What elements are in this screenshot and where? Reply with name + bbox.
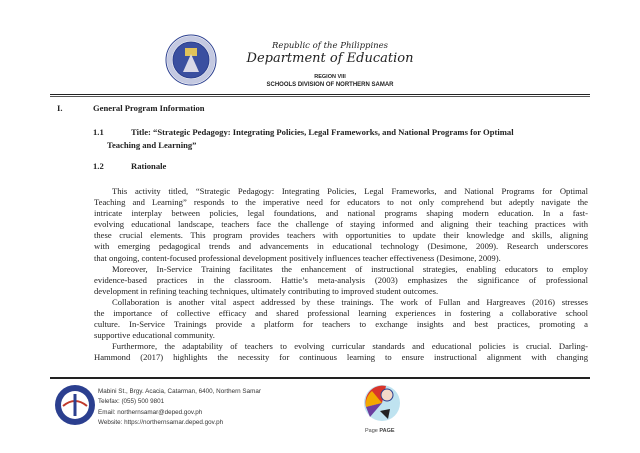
paragraph-line: evolving educational landscape, teachers face the challenge of staying informed and aligning their teaching practices with bbox=[94, 219, 588, 230]
paragraph-line: culture. In-Service Trainings provide a platform for teachers to exchange insights and best practices, promoting a bbox=[94, 319, 588, 330]
footer-address: Mabini St., Brgy. Acacia, Catarman, 6400, Northern Samar bbox=[98, 388, 261, 395]
footer-email: Email: northernsamar@deped.gov.ph bbox=[98, 408, 203, 416]
paragraph-line: Collaboration is another vital aspect addressed by these trainings. The work of Fullan and Hargreaves (2016) stresses bbox=[112, 296, 588, 307]
subsection-1-title: Title: “Strategic Pedagogy: Integrating Policies, Legal Frameworks, and National Programs for Optimal bbox=[131, 127, 514, 137]
paragraph-line: Furthermore, the adaptability of teachers to evolving curricular standards and educational policies is crucial. Darling- bbox=[112, 341, 588, 352]
subsection-1-number: 1.1 bbox=[93, 127, 104, 137]
paragraph-line: Moreover, In-Service Training facilitates the enhancement of instructional strategies, enabling educators to employ bbox=[112, 263, 588, 274]
page-value: PAGE bbox=[379, 428, 395, 434]
paragraph-line: This activity titled, “Strategic Pedagogy: Integrating Policies, Legal Frameworks, and National Programs for Optimal bbox=[112, 186, 588, 196]
paragraph-line: supportive educational community. bbox=[94, 330, 215, 341]
page-indicator bbox=[365, 428, 395, 434]
footer-contact bbox=[98, 387, 261, 428]
subsection-1-title-cont: Teaching and Learning” bbox=[107, 140, 197, 150]
paragraph-line: development in refining teaching techniques, ultimately contributing to improved student outcomes. bbox=[94, 285, 439, 296]
paragraph-line: that ongoing, content-focused professional development positively influences teacher effectiveness (Desimone, 2009). bbox=[94, 252, 501, 263]
paragraph-line: evidence-based practices in the classroom. Hattie’s meta-analysis (2003) emphasizes the significance of professional bbox=[94, 274, 588, 285]
section-number: I. bbox=[57, 103, 63, 113]
section-title: General Program Information bbox=[93, 103, 205, 113]
paragraph-line: Teaching and Learning” responds to the imperative need for educators to not only comprehend but adeptly navigate the bbox=[94, 197, 588, 208]
footer-divider bbox=[50, 377, 590, 379]
matatag-logo-icon bbox=[362, 383, 402, 427]
paragraph-line: with emerging pedagogical trends and advancements in educational technology (Desimone, 2009). Research underscores bbox=[94, 241, 588, 252]
subsection-2-title: Rationale bbox=[131, 161, 167, 171]
rationale-body bbox=[94, 186, 588, 364]
republic-heading: Republic of the Philippines bbox=[271, 41, 389, 51]
deped-seal-icon bbox=[165, 34, 217, 86]
division-heading: SCHOOLS DIVISION OF NORTHERN SAMAR bbox=[266, 82, 394, 88]
subsection-2-number: 1.2 bbox=[93, 161, 104, 171]
department-heading: Department of Education bbox=[246, 51, 414, 66]
page-label: Page bbox=[365, 428, 378, 434]
footer-website: Website: https://northernsamar.deped.gov.ph bbox=[98, 418, 224, 426]
footer-telefax: Telefax: (055) 500 9801 bbox=[98, 398, 165, 406]
paragraph-line: the importance of collective efficacy and shared professional learning experiences in fostering a collaborative school bbox=[94, 308, 588, 319]
paragraph-line: these crucial elements. This program provides teachers with opportunities to update their knowledge and skills, aligning bbox=[94, 230, 588, 241]
paragraph-line: intricate interplay between policies, legal foundations, and national programs shaping modern education. In a fast- bbox=[94, 208, 588, 219]
division-seal-icon bbox=[54, 384, 96, 426]
paragraph-line: Hammond (2017) highlights the necessity for continuous learning to ensure instructional alignment with changing bbox=[94, 352, 588, 363]
header-divider bbox=[50, 94, 590, 97]
region-heading: REGION VIII bbox=[314, 74, 346, 80]
